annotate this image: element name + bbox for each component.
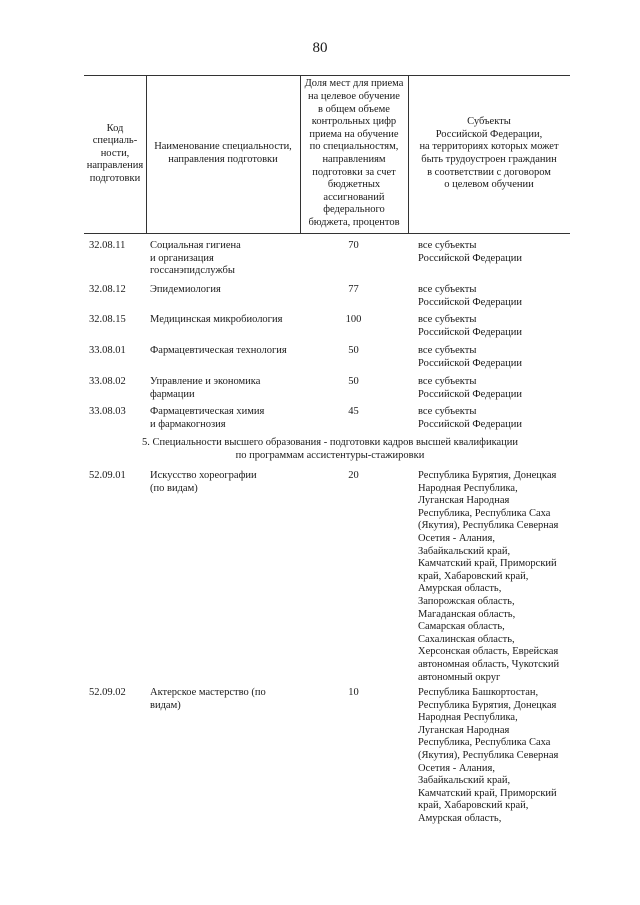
row-share: 70 [348, 240, 359, 251]
row-name: Эпидемиология [150, 284, 221, 295]
row-subjects: Республика Бурятия, Донецкая Народная Республика, Луганская Народная Республика, Республика Саха (Якутия), Республика Северная Осетия - Алания, Забайкальский край, Камчатский край, Приморский край, Хабаровский край, Амурская область, Запорожская область, Магаданская область, Самарская область, Сахалинская область, Херсонская область, Еврейская автономная область, Чукотский автономный округ [418, 470, 560, 683]
row-share: 45 [348, 406, 359, 417]
row-subjects: все субъекты Российской Федерации [418, 376, 522, 400]
row-share: 50 [348, 345, 359, 356]
row-code: 32.08.12 [89, 284, 126, 295]
row-code: 33.08.01 [89, 345, 126, 356]
row-share: 20 [348, 470, 359, 481]
table-header-bottom-rule [84, 233, 570, 234]
row-code: 32.08.11 [89, 240, 126, 251]
header-name-text: Наименование специальности, направления подготовки [154, 141, 292, 165]
row-name: Искусство хореографии (по видам) [150, 470, 257, 494]
header-subjects [408, 75, 570, 233]
row-subjects: все субъекты Российской Федерации [418, 314, 522, 338]
row-share: 50 [348, 376, 359, 387]
row-share: 77 [348, 284, 359, 295]
row-share: 100 [345, 314, 362, 325]
row-name: Фармацевтическая технология [150, 345, 287, 356]
row-name: Актерское мастерство (по видам) [150, 687, 266, 711]
header-code-text: Код специаль- ности, направления подготовки [86, 122, 144, 184]
row-code: 33.08.03 [89, 406, 126, 417]
header-subjects-text: Субъекты Российской Федерации, на территориях которых может быть трудоустроен гражданин в соответствии с договором о целевом обучении [419, 116, 559, 191]
section-heading: 5. Специальности высшего образования - подготовки кадров высшей квалификации по программам ассистентуры-стажировки [141, 437, 519, 461]
row-subjects: все субъекты Российской Федерации [418, 406, 522, 430]
row-subjects: все субъекты Российской Федерации [418, 345, 522, 369]
row-code: 32.08.15 [89, 314, 126, 325]
row-name: Управление и экономика фармации [150, 376, 261, 400]
row-code: 33.08.02 [89, 376, 126, 387]
header-code [84, 75, 146, 233]
row-subjects: все субъекты Российской Федерации [418, 284, 522, 308]
row-name: Медицинская микробиология [150, 314, 283, 325]
header-share-text: Доля мест для приема на целевое обучение в общем объеме контрольных цифр приема на обучение по специальностям, направлениям подготовки за счет бюджетных ассигнований федерального бюджета, процентов [304, 78, 404, 228]
row-subjects: Республика Башкортостан, Республика Бурятия, Донецкая Народная Республика, Луганская Народная Республика, Республика Саха (Якутия), Республика Северная Осетия - Алания, Забайкальский край, Камчатский край, Приморский край, Хабаровский край, Амурская область, [418, 687, 559, 824]
page-number: 80 [312, 40, 328, 56]
row-name: Фармацевтическая химия и фармакогнозия [150, 406, 265, 430]
row-subjects: все субъекты Российской Федерации [418, 240, 522, 264]
header-name [146, 75, 300, 233]
row-code: 52.09.02 [89, 687, 126, 698]
header-share [300, 75, 408, 233]
row-name: Социальная гигиена и организация госсанэпидслужбы [150, 240, 241, 277]
row-share: 10 [348, 687, 359, 698]
row-code: 52.09.01 [89, 470, 126, 481]
